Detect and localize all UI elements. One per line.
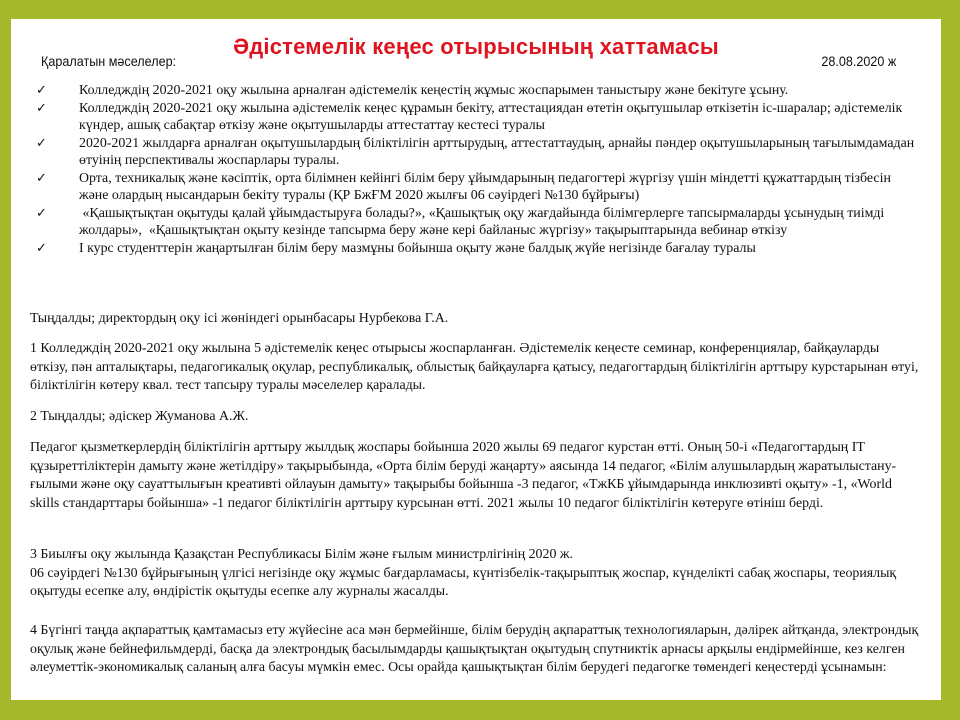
checkmark-icon: ✓ — [36, 240, 47, 256]
agenda-list — [36, 82, 916, 257]
agenda-item — [36, 205, 916, 240]
agenda-item-text: Колледждің 2020-2021 оқу жылына әдістемелік кеңес құрамын бекіту, аттестациядан өтетін оқытушылар өткізетін іс-шаралар; әдістемелік күндер, ашық сабақтар өткізу және оқытушыларды аттестаттау кестесі туралы — [79, 100, 903, 133]
agenda-item-text: І курс студенттерін жаңартылған білім беру мазмұны бойынша оқыту және балдық жүйе негізінде бағалау туралы — [79, 240, 756, 256]
minutes-point-3 — [30, 546, 920, 602]
agenda-item — [36, 135, 916, 170]
listened-speaker-1: Тыңдалды; директордың оқу ісі жөніндегі орынбасары Нурбекова Г.А. — [30, 311, 449, 326]
checkmark-icon: ✓ — [36, 100, 47, 116]
agenda-item — [36, 240, 916, 258]
agenda-item — [36, 100, 916, 135]
meeting-date: 28.08.2020 ж — [821, 53, 896, 69]
listened-speaker-2: 2 Тыңдалды; әдіскер Жуманова А.Ж. — [30, 409, 249, 424]
agenda-item — [36, 82, 916, 100]
minutes-point-2: Педагог қызметкерлердің біліктілігін арттыру жылдық жоспары бойынша 2020 жылы 69 педагог курстан өтті. Оның 50-і «Педагогтардың ІТ құзыреттіліктерін дамыту және жетілдіру» тақырыбында, «Орта білім беруді жаңарту» аясында 14 педагог, «Білім алушылардың жаратылыстану-ғылыми және оқу сауаттылығын креативті ойлауын дамыту» тақырыбы бойынша -3 педагог, «ТжКБ ұйымдарында инклюзивті оқыту» -1, «World skills стандарттары бойынша» -1 педагог біліктілігін арттыру курсынан өтті. 2021 жылы 10 педагог біліктілігін көтеруге өтініш берді. — [30, 440, 897, 511]
checkmark-icon: ✓ — [36, 170, 47, 186]
agenda-item-text: Орта, техникалық және кәсіптік, орта білімнен кейінгі білім беру ұйымдарының педагогтері жүргізу үшін міндетті құжаттардың тізбесін және олардың нысандарын бекіту туралы (ҚР БжҒМ 2020 жылғы 06 сәуірдегі №130 бұйрығы) — [79, 170, 891, 203]
document-page — [11, 19, 941, 700]
minutes-point-1: 1 Колледждің 2020-2021 оқу жылына 5 әдістемелік кеңес отырысы жоспарланған. Әдістемелік кеңесте семинар, конференциялар, байқауларды өткізу, пән апталықтары, педагогикалық оқулар, республикалық, облыстық байқауларға қатысу, педагогтардың біліктілігін арттыру курстарынан өтуі, біліктілігін көтеру квал. тест тапсыру туралы мәселелер қаралады. — [30, 341, 919, 394]
checkmark-icon: ✓ — [36, 205, 47, 221]
agenda-item-text: «Қашықтықтан оқытуды қалай ұйымдастыруға болады?», «Қашықтық оқу жағдайында білімгерлерге тапсырмаларды ұсынудың тиімді жолдары», «Қашықтықтан оқыту кезінде тапсырма беру және кері байланыс жүргізу» тақырыптарында вебинар өткізу — [79, 205, 888, 238]
checkmark-icon: ✓ — [36, 83, 47, 98]
agenda-item — [36, 170, 916, 205]
page-title: Әдістемелік кеңес отырысының хаттамасы — [233, 34, 719, 59]
checkmark-icon: ✓ — [36, 135, 47, 151]
minutes-point-3-heading: 3 Биылғы оқу жылында Қазақстан Республикасы Білім және ғылым министрлігінің 2020 ж. — [30, 547, 573, 562]
minutes-point-3-text: 06 сәуірдегі №130 бұйрығының үлгісі негізінде оқу жұмыс бағдарламасы, күнтізбелік-тақырыптық жоспар, күнделікті сабақ жоспары, теориялық оқытуды есепке алу, өндірістік оқытуды есепке алу журналы жасалды. — [30, 565, 897, 600]
agenda-item-text: Колледждің 2020-2021 оқу жылына арналған әдістемелік кеңестің жұмыс жоспарымен таныстыру және бекітуге ұсыну. — [79, 83, 789, 98]
agenda-item-text: 2020-2021 жылдарға арналған оқытушылардың біліктілігін арттырудың, аттестаттаудың, арнайы пәндер оқытушыларының тағылымдамадан өтуінің перспективалы жоспарлары туралы. — [79, 135, 915, 168]
agenda-label: Қаралатын мәселелер: — [41, 53, 177, 69]
minutes-point-4: 4 Бүгінгі таңда ақпараттық қамтамасыз ету жүйесіне аса мән бермейінше, білім берудің ақпараттық технологияларын, дәлірек айтқанда, электрондық оқулық және бейнефильмдерді, басқа да электрондық басылымдарды қашықтықтан оқытудың спутниктік арнасы арқылы ендірмейінше, кез келген әлеуметтік-экономикалық саланың алға басуы мүмкін емес. Осы орайда қашықтықтан білім берудегі педагогке төмендегі кеңестерді ұсынамын: — [30, 623, 919, 676]
